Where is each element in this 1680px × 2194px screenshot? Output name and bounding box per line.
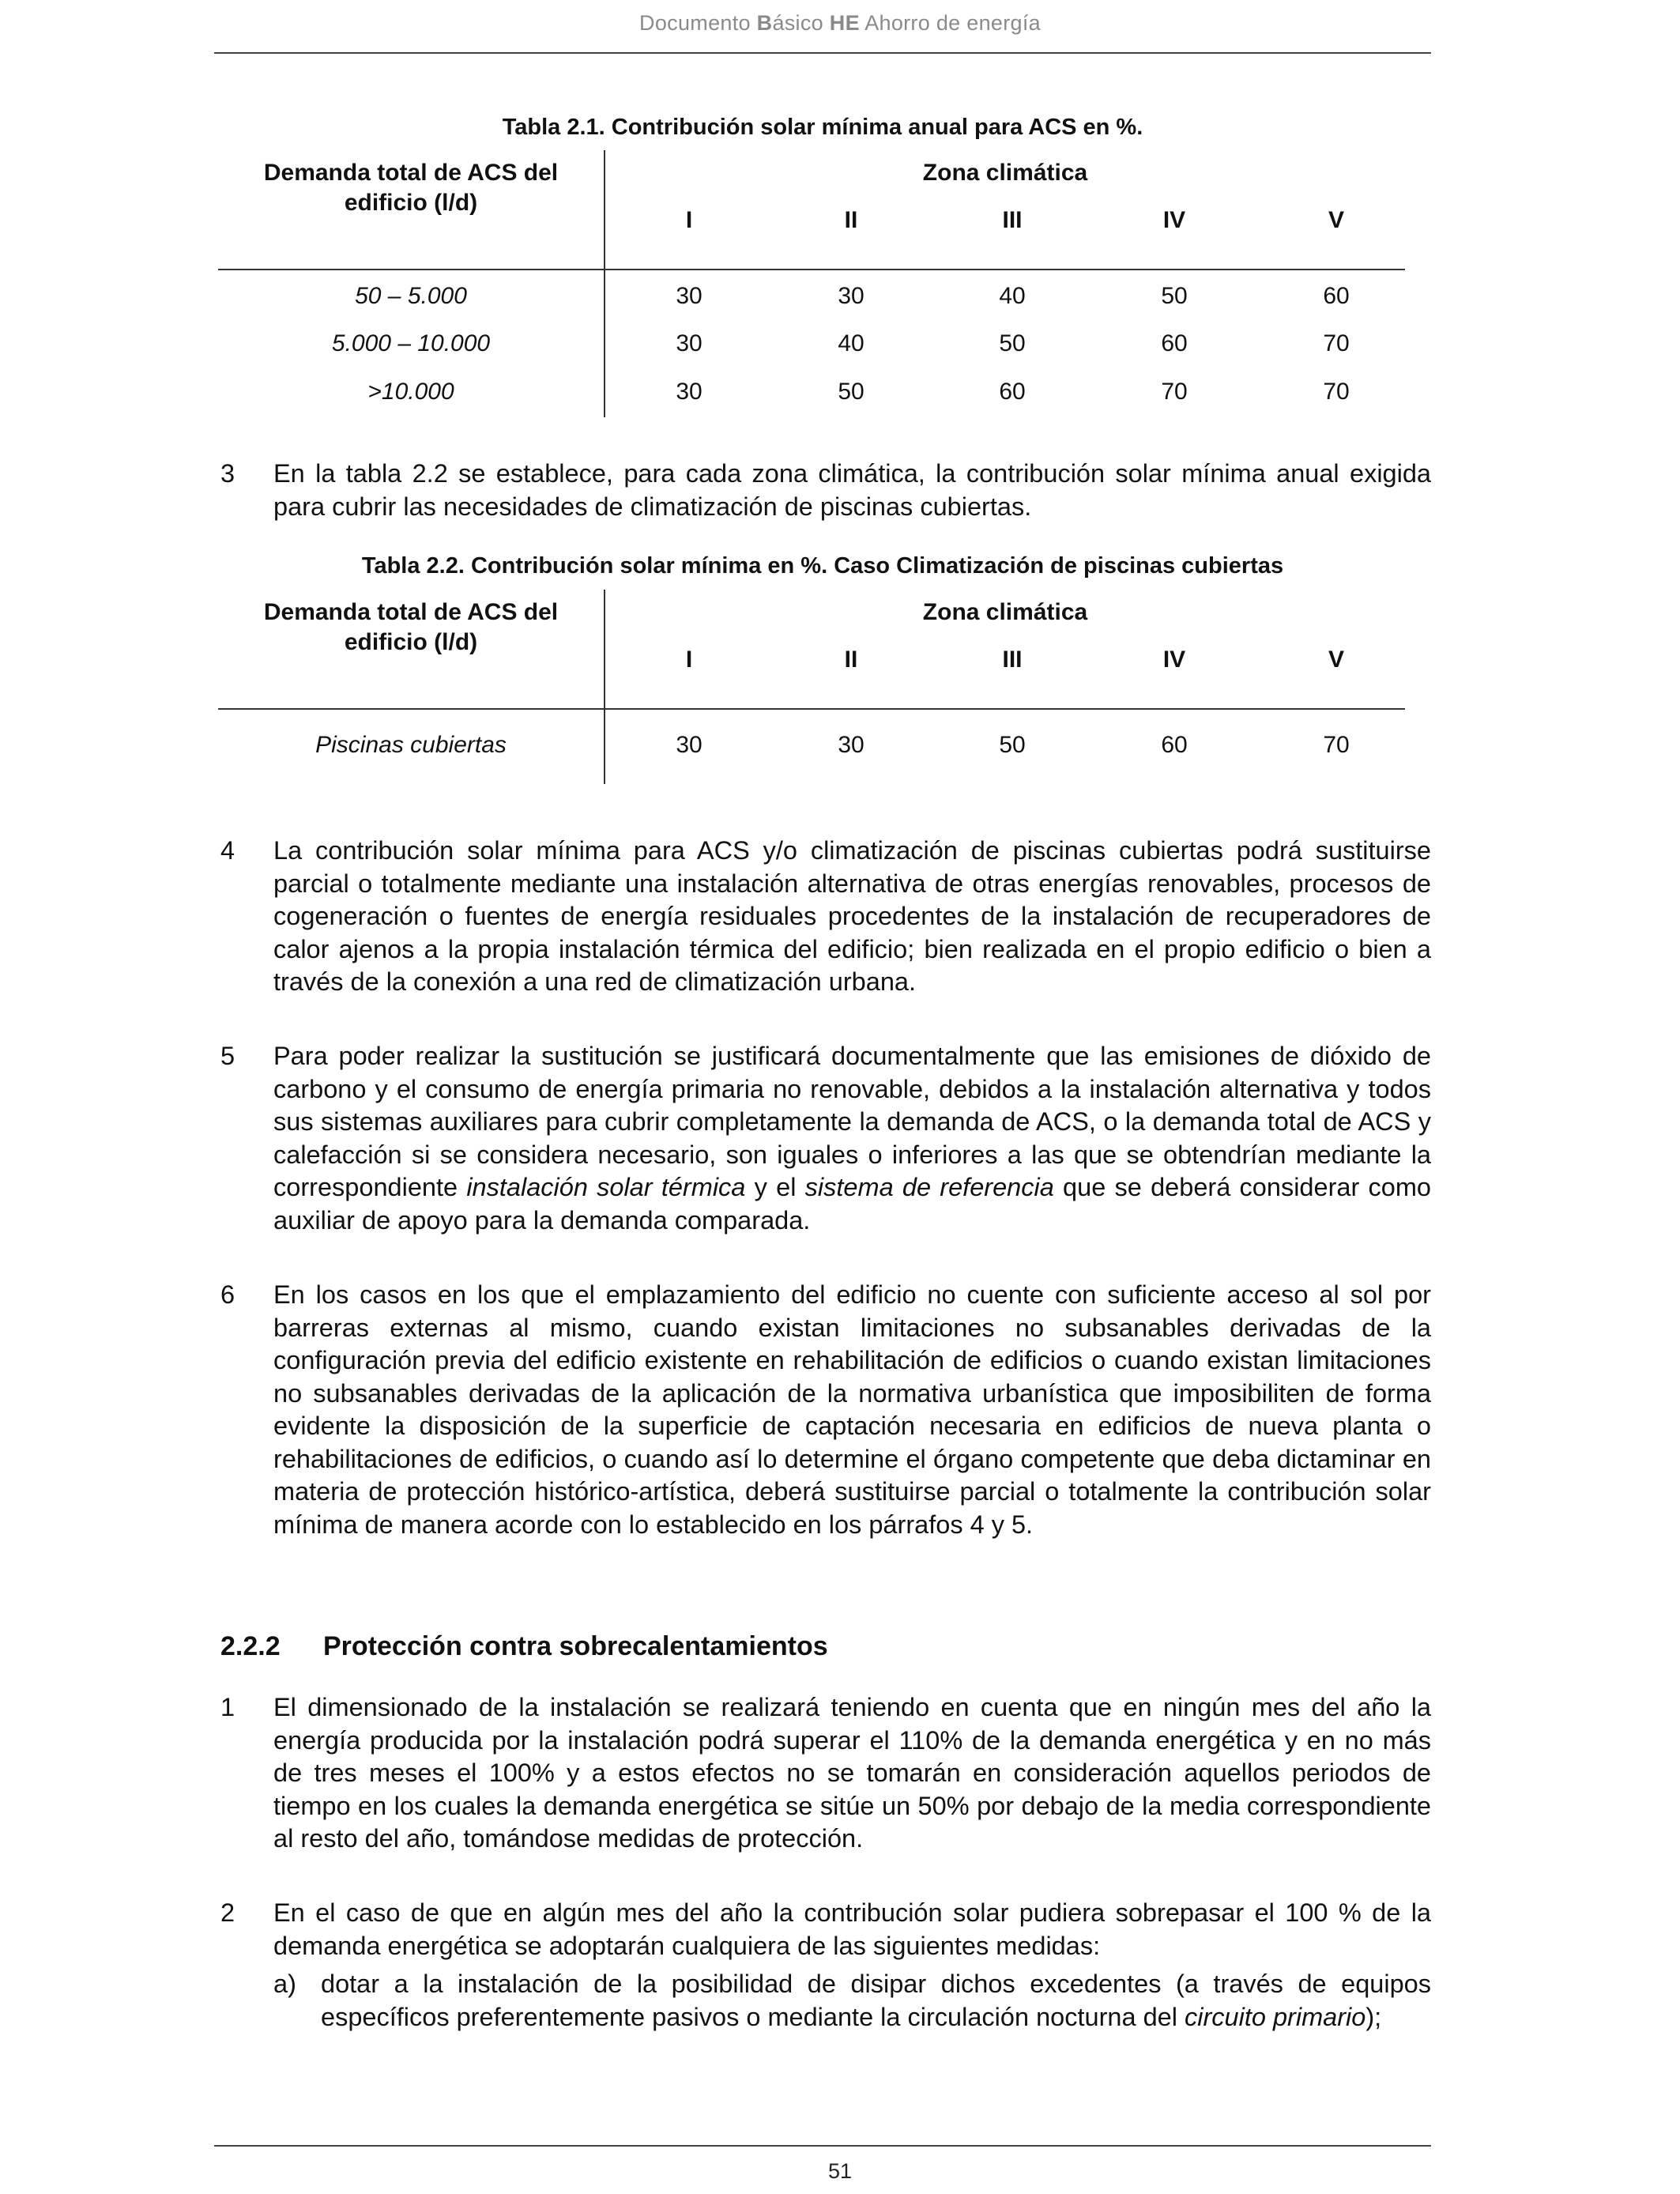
table1-cell: 60 xyxy=(1323,283,1350,309)
table2-zone-ii: II xyxy=(844,647,858,673)
page-number: 51 xyxy=(827,2159,853,2183)
list-item-text: dotar a la instalación de la posibilidad de disipar dichos excedentes (a través de equipos específicos preferentemente pasivos o mediante la circulación nocturna del circuito primario); xyxy=(321,1970,1431,2031)
table1-zone-header: Zona climática xyxy=(922,160,1088,186)
table2-cell: 70 xyxy=(1323,732,1350,758)
table2-cell: 60 xyxy=(1161,732,1188,758)
paragraph-number: 1 xyxy=(220,1693,235,1721)
table2-cell: 50 xyxy=(999,732,1026,758)
table1-zone-iii: III xyxy=(1002,207,1023,233)
table2-zone-v: V xyxy=(1328,647,1344,673)
table1-demand-header: Demanda total de ACS del edificio (l/d) xyxy=(263,160,559,216)
running-header: Documento Básico HE Ahorro de energía xyxy=(639,11,1041,35)
paragraph-text: El dimensionado de la instalación se realizará teniendo en cuenta que en ningún mes del año la energía producida por la instalación podrá superar el 110% de la demanda energética y en no más de tres meses el 100% y a estos efectos no se tomarán en consideración aquellos periodos de tiempo en los cuales la demanda energética se sitúe un 50% por debajo de la media correspondiente al resto del año, tomándose medidas de protección. xyxy=(273,1693,1431,1853)
table1-cell: 60 xyxy=(999,379,1026,405)
table1-row-label: >10.000 xyxy=(367,379,454,405)
table1-cell: 30 xyxy=(676,283,703,309)
section-paragraph-2 xyxy=(214,1897,1431,1962)
table1-header-rule xyxy=(218,269,1405,270)
footer-rule xyxy=(214,2145,1431,2147)
table1-cell: 70 xyxy=(1323,379,1350,405)
list-item-a xyxy=(262,1968,1431,2034)
paragraph-text: En el caso de que en algún mes del año la contribución solar pudiera sobrepasar el 100 % de la demanda energética se adoptarán cualquiera de las siguientes medidas: xyxy=(273,1898,1431,1960)
table1-cell: 70 xyxy=(1161,379,1188,405)
paragraph-text: Para poder realizar la sustitución se justificará documentalmente que las emisiones de dióxido de carbono y el consumo de energía primaria no renovable, debidos a la instalación alternativa y todos sus sistemas auxiliares para cubrir completamente la demanda de ACS, o la demanda total de ACS y calefacción si se considera necesario, son iguales o inferiores a las que se obtendrían mediante la correspondiente instalación solar térmica y el sistema de referencia que se deberá considerar como auxiliar de apoyo para la demanda comparada. xyxy=(273,1042,1432,1235)
paragraph-number: 6 xyxy=(220,1280,235,1309)
paragraph-4 xyxy=(214,835,1431,999)
table1-row-label: 50 – 5.000 xyxy=(355,283,467,309)
table1-zone-i: I xyxy=(685,207,693,233)
table1-row-label: 5.000 – 10.000 xyxy=(331,330,491,356)
section-number: 2.2.2 xyxy=(220,1631,281,1661)
table1-cell: 60 xyxy=(1161,330,1188,356)
table1-cell: 70 xyxy=(1323,330,1350,356)
paragraph-text: En la tabla 2.2 se establece, para cada zona climática, la contribución solar mínima anual exigida para cubrir las necesidades de climatización de piscinas cubiertas. xyxy=(273,459,1431,521)
paragraph-text: La contribución solar mínima para ACS y/o climatización de piscinas cubiertas podrá sustituirse parcial o totalmente mediante una instalación alternativa de otras energías renovables, procesos de cogeneración o fuentes de energía residuales procedentes de la instalación de recuperadores de calor ajenos a la propia instalación térmica del edificio; bien realizada en el propio edificio o bien a través de la conexión a una red de climatización urbana. xyxy=(273,836,1431,996)
table1-cell: 30 xyxy=(676,330,703,356)
table2-caption: Tabla 2.2. Contribución solar mínima en %. Caso Climatización de piscinas cubiertas xyxy=(361,553,1284,579)
paragraph-number: 2 xyxy=(220,1898,235,1927)
paragraph-number: 4 xyxy=(220,836,235,865)
table1 xyxy=(218,150,1405,419)
table2-zone-header: Zona climática xyxy=(922,599,1088,625)
table1-cell: 50 xyxy=(838,379,864,405)
table1-cell: 40 xyxy=(838,330,864,356)
table1-caption: Tabla 2.1. Contribución solar mínima anual para ACS en %. xyxy=(502,115,1143,140)
paragraph-number: 3 xyxy=(220,459,235,488)
list-marker: a) xyxy=(273,1970,296,1998)
section-heading xyxy=(220,1631,828,1662)
table2 xyxy=(218,590,1405,786)
table1-cell: 40 xyxy=(999,283,1026,309)
table1-cell: 50 xyxy=(1161,283,1188,309)
table2-demand-header: Demanda total de ACS del edificio (l/d) xyxy=(263,599,559,655)
table1-cell: 30 xyxy=(676,379,703,405)
table1-cell: 30 xyxy=(838,283,864,309)
table1-cell: 50 xyxy=(999,330,1026,356)
header-rule xyxy=(214,52,1431,54)
paragraph-5 xyxy=(214,1040,1431,1237)
table2-zone-iv: IV xyxy=(1162,647,1186,673)
section-title: Protección contra sobrecalentamientos xyxy=(323,1631,828,1661)
table2-zone-i: I xyxy=(685,647,693,673)
paragraph-3 xyxy=(214,458,1431,523)
table2-zone-iii: III xyxy=(1002,647,1023,673)
table1-divider xyxy=(604,150,605,417)
table2-header-rule xyxy=(218,708,1405,710)
table2-cell: 30 xyxy=(838,732,864,758)
paragraph-number: 5 xyxy=(220,1042,235,1070)
table1-zone-v: V xyxy=(1328,207,1344,233)
section-paragraph-1 xyxy=(214,1691,1431,1856)
paragraph-text: En los casos en los que el emplazamiento del edificio no cuente con suficiente acceso al sol por barreras externas al mismo, cuando existan limitaciones no subsanables derivadas de la configuración previa del edificio existente en rehabilitación de edificios o cuando existan limitaciones no subsanables derivadas de la aplicación de la normativa urbanística que imposibiliten de forma evidente la disposición de la superficie de captación necesaria en edificios de nueva planta o rehabilitaciones de edificios, o cuando así lo determine el órgano competente que deba dictaminar en materia de protección histórico-artística, deberá sustituirse parcial o totalmente la contribución solar mínima de manera acorde con lo establecido en los párrafos 4 y 5. xyxy=(273,1280,1431,1539)
table2-row-label: Piscinas cubiertas xyxy=(315,732,507,758)
table2-cell: 30 xyxy=(676,732,703,758)
table1-zone-iv: IV xyxy=(1162,207,1186,233)
paragraph-6 xyxy=(214,1279,1431,1541)
table1-zone-ii: II xyxy=(844,207,858,233)
